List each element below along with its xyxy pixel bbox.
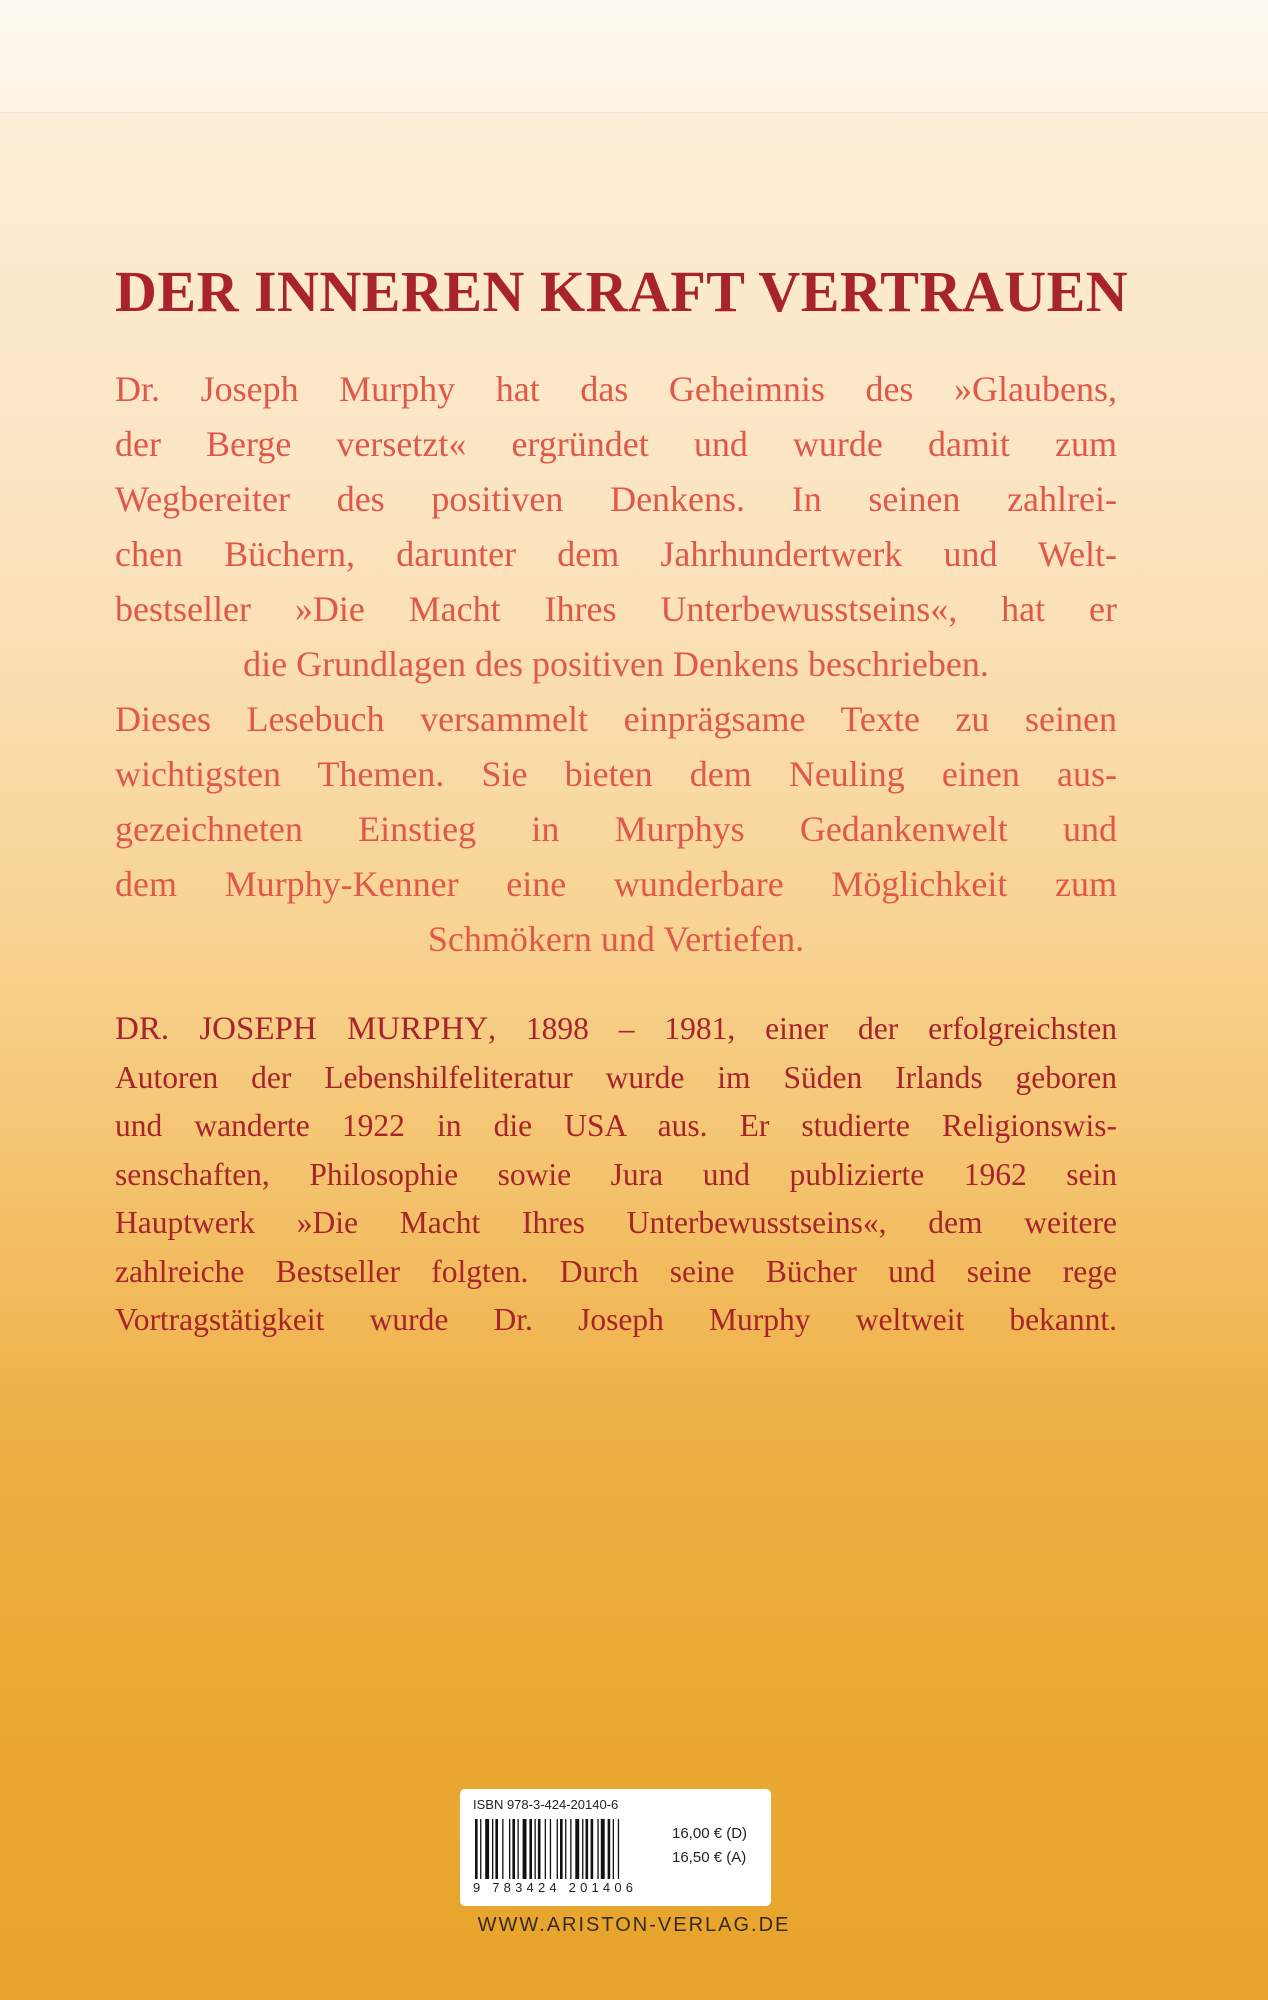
blurb-line: Schmökern und Vertiefen. — [427, 919, 805, 959]
price-austria: 16,50 € (A) — [672, 1849, 747, 1866]
author-bio — [115, 1005, 1117, 1345]
price-germany: 16,00 € (D) — [672, 1825, 748, 1842]
blurb-line: chen Büchern, darunter dem Jahrhundertwerk und Welt- — [115, 534, 1117, 574]
blurb-line: gezeichneten Einstieg in Murphys Gedankenwelt und — [115, 809, 1117, 849]
barcode-bars — [475, 1819, 667, 1879]
bio-line: Vortragstätigkeit wurde Dr. Joseph Murphy weltweit bekannt. — [115, 1302, 1117, 1337]
bio-line — [115, 1005, 1117, 1054]
barcode-digits: 9 783424 201406 — [473, 1880, 638, 1895]
blurb-paragraph — [115, 362, 1117, 967]
top-band — [0, 0, 1268, 113]
barcode-label — [460, 1789, 771, 1906]
blurb-line: Dieses Lesebuch versammelt einprägsame Texte zu seinen — [115, 699, 1117, 739]
blurb-line: wichtigsten Themen. Sie bieten dem Neuling einen aus- — [115, 754, 1117, 794]
blurb-line: bestseller »Die Macht Ihres Unterbewusstseins«, hat er — [115, 589, 1117, 629]
blurb-line: dem Murphy-Kenner eine wunderbare Möglichkeit zum — [115, 864, 1117, 904]
headline: DER INNEREN KRAFT VERTRAUEN — [115, 259, 1129, 324]
blurb-line: der Berge versetzt« ergründet und wurde damit zum — [115, 424, 1117, 464]
author-name: DR. JOSEPH MURPHY — [115, 1011, 489, 1047]
blurb-line: Dr. Joseph Murphy hat das Geheimnis des »Glaubens, — [115, 369, 1117, 409]
bio-line: und wanderte 1922 in die USA aus. Er studierte Religionswis- — [115, 1108, 1117, 1143]
publisher-website: WWW.ARISTON-VERLAG.DE — [477, 1914, 791, 1936]
bio-line: Hauptwerk »Die Macht Ihres Unterbewusstseins«, dem weitere — [115, 1205, 1117, 1240]
bio-first-line-text: , 1898 – 1981, einer der erfolgreichsten — [488, 1011, 1117, 1046]
bio-line: senschaften, Philosophie sowie Jura und publizierte 1962 sein — [115, 1156, 1117, 1192]
bio-line: Autoren der Lebenshilfeliteratur wurde im Süden Irlands geboren — [115, 1059, 1117, 1095]
bio-line: zahlreiche Bestseller folgten. Durch seine Bücher und seine rege — [115, 1253, 1117, 1289]
blurb-line: die Grundlagen des positiven Denkens beschrieben. — [243, 644, 989, 684]
isbn-number: ISBN 978-3-424-20140-6 — [473, 1797, 619, 1812]
blurb-line: Wegbereiter des positiven Denkens. In seinen zahlrei- — [115, 479, 1117, 519]
